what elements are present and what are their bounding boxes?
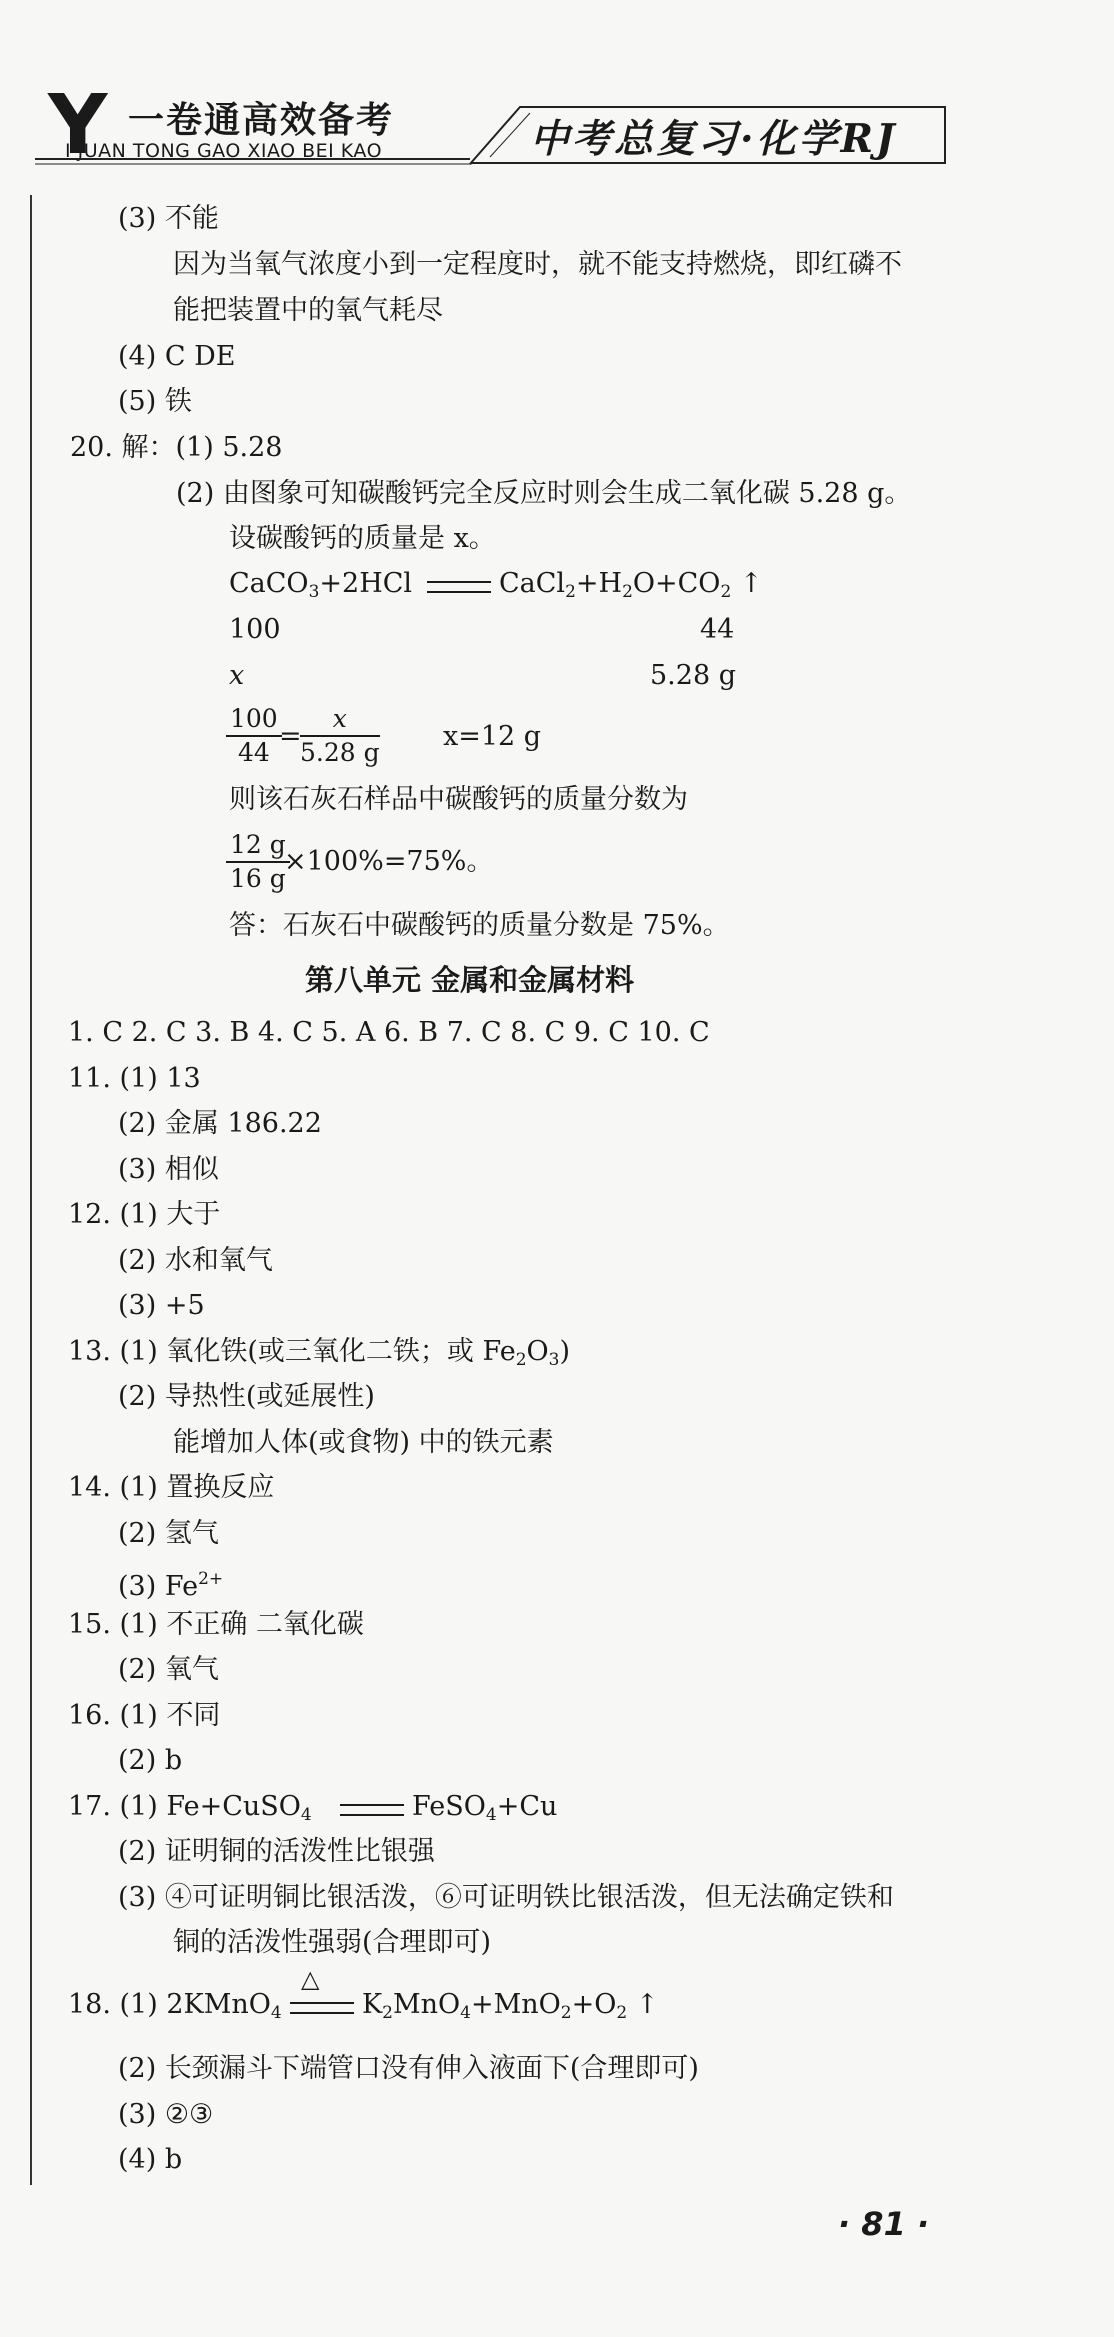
q19-p3-reason-2: 能把装置中的氧气耗尽 <box>173 295 443 326</box>
q14-p1: 14. (1) 置换反应 <box>68 1472 275 1503</box>
margin-rule <box>30 195 32 2185</box>
unit8-title: 第八单元 金属和金属材料 <box>305 963 635 997</box>
q17-p1-products: FeSO$_4$+Cu <box>412 1791 558 1825</box>
series-title: 一卷通高效备考 <box>128 100 395 141</box>
q20-answer: 答：石灰石中碳酸钙的质量分数是 75%。 <box>229 910 730 941</box>
q20-mass-co2: 44 <box>700 614 735 645</box>
q15-p2: (2) 氧气 <box>118 1654 219 1685</box>
series-pinyin: I JUAN TONG GAO XIAO BEI KAO <box>65 140 383 162</box>
logo-letter: Y <box>48 78 108 173</box>
q18-p1-products: $K_2MnO_4+MnO_2+O_2$ ↑ <box>362 1989 659 2023</box>
q18-p2: (2) 长颈漏斗下端管口没有伸入液面下(合理即可) <box>118 2053 699 2084</box>
gas-arrow-icon: ↑ <box>739 568 763 599</box>
q17-p1: 17. (1) Fe+CuSO$_4$ <box>68 1791 312 1825</box>
q17-p3-line1: (3) ④可证明铜比银活泼，⑥可证明铁比银活泼，但无法确定铁和 <box>118 1882 894 1913</box>
equation-equals-sign <box>427 581 491 593</box>
unit8-multiple-choice: 1. C 2. C 3. B 4. C 5. A 6. B 7. C 8. C 9. C 10. C <box>68 1017 710 1048</box>
q18-p3: (3) ②③ <box>118 2099 214 2130</box>
q19-p4: (4) C DE <box>118 341 236 372</box>
q20-fraction-text: 则该石灰石样品中碳酸钙的质量分数为 <box>229 784 688 815</box>
q20-mass-caco3: 100 <box>229 614 281 645</box>
q13-p1: 13. (1) 氧化铁(或三氧化二铁；或 $Fe_2O_3$) <box>68 1336 571 1370</box>
q20-var-x: x <box>229 660 245 691</box>
q14-p3: (3) $Fe^{2+}$ <box>118 1569 224 1602</box>
q20-ratio-equals: = <box>279 721 302 752</box>
q11-p1: 11. (1) 13 <box>68 1063 201 1094</box>
q18-p1: 18. (1) 2KMnO$_4$ <box>68 1989 282 2023</box>
q18-p4: (4) b <box>118 2144 183 2175</box>
q20-equation-left: CaCO$_3$+2HCl <box>229 568 413 602</box>
q17-p3-line2: 铜的活泼性强弱(合理即可) <box>173 1927 492 1958</box>
q15-p1: 15. (1) 不正确 二氧化碳 <box>68 1609 364 1640</box>
q13-p2-line2: 能增加人体(或食物) 中的铁元素 <box>173 1427 554 1458</box>
q20-percent-rest: ×100%=75%。 <box>284 846 494 877</box>
q20-ratio-right: $\frac{x}{5.28 g}$ <box>300 704 380 767</box>
gas-arrow-icon: ↑ <box>635 1989 659 2020</box>
q20-ratio-left: $\frac{100}{44}$ <box>226 703 282 769</box>
heat-triangle-icon: △ <box>301 1965 320 1993</box>
q19-p3-reason-1: 因为当氧气浓度小到一定程度时，就不能支持燃烧，即红磷不 <box>173 249 902 280</box>
q19-p5: (5) 铁 <box>118 386 192 417</box>
q20-ratio-result: x=12 g <box>443 721 542 752</box>
subject-title: 中考总复习·化学RJ <box>530 116 898 162</box>
q16-p1: 16. (1) 不同 <box>68 1700 221 1731</box>
q19-p3-label: (3) 不能 <box>118 203 219 234</box>
q20-equation-right: $CaCl_2+H_2O+CO_2$ ↑ <box>499 568 763 602</box>
q17-equals-sign <box>340 1804 404 1816</box>
q14-p2: (2) 氢气 <box>118 1518 219 1549</box>
q20-percent-fraction: $\frac{12 g}{16 g}$ <box>226 829 290 895</box>
q18-equals-sign <box>290 2002 354 2014</box>
q20-p2-line1: (2) 由图象可知碳酸钙完全反应时则会生成二氧化碳 5.28 g。 <box>176 478 912 509</box>
q16-p2: (2) b <box>118 1745 183 1776</box>
q20-var-co2: 5.28 g <box>650 660 736 691</box>
q12-p1: 12. (1) 大于 <box>68 1199 221 1230</box>
q20-p2-line2: 设碳酸钙的质量是 x。 <box>229 523 496 554</box>
q20-part1: 20. 解：(1) 5.28 <box>70 432 283 463</box>
q11-p3: (3) 相似 <box>118 1154 219 1185</box>
q17-p2: (2) 证明铜的活泼性比银强 <box>118 1836 435 1867</box>
page-number: · 81 · <box>838 2205 930 2243</box>
q12-p3: (3) +5 <box>118 1290 205 1321</box>
q11-p2: (2) 金属 186.22 <box>118 1108 322 1139</box>
q13-p2: (2) 导热性(或延展性) <box>118 1381 375 1412</box>
q12-p2: (2) 水和氧气 <box>118 1245 273 1276</box>
